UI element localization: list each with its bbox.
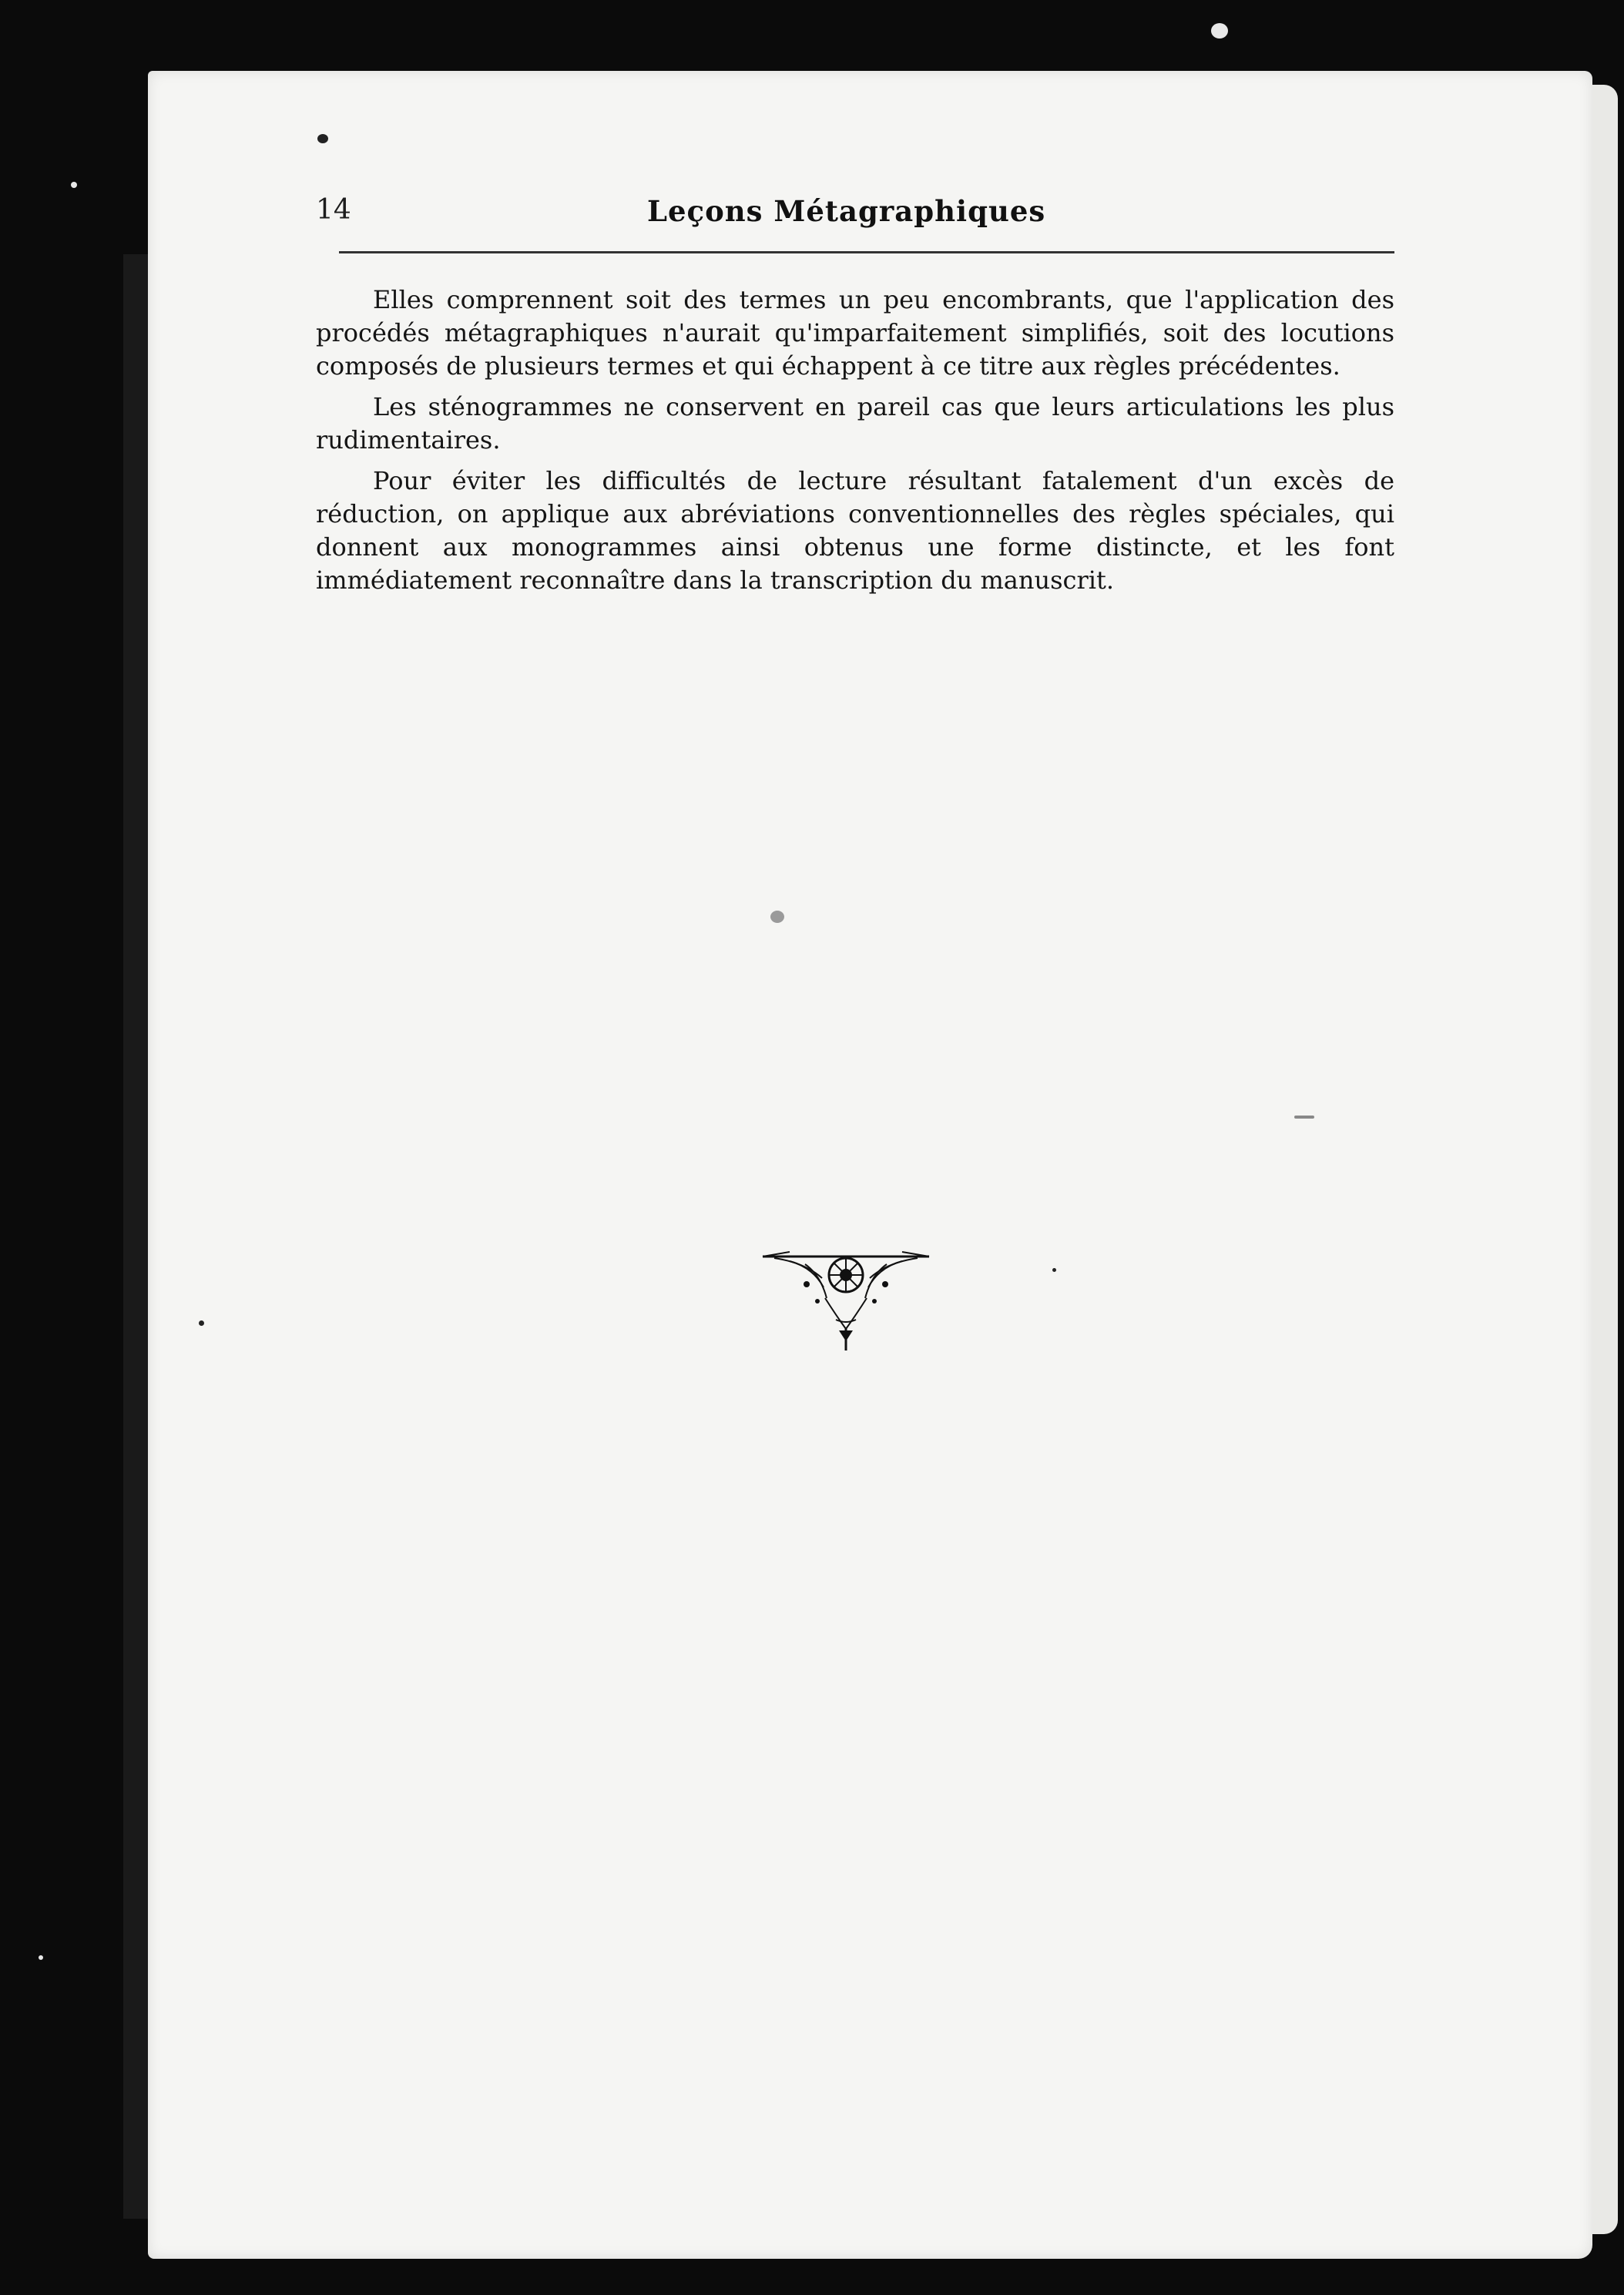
body-text [316,284,1394,605]
ink-speck [1052,1268,1056,1272]
page-header [316,194,1394,240]
running-title: Leçons Métagraphiques [647,194,1046,228]
tailpiece-ornament-icon [759,1244,933,1352]
paragraph: Elles comprennent soit des termes un peu encombrants, que l'application des procédés métagraphiques n'aurait qu'imparfaitement simplifiés, soit des locutions composés de plusieurs termes et qui échappent à ce titre aux règles précédentes. [316,285,1394,381]
paragraph: Pour éviter les difficultés de lecture résultant fatalement d'un excès de réduction, on applique aux abréviations conventionnelles des règles spéciales, qui donnent aux monogrammes ainsi obtenus une forme distincte, et les font immédiatement reconnaître dans la transcription du manuscrit. [316,466,1394,595]
ink-speck [770,911,784,923]
page-number: 14 [316,194,351,226]
header-rule [339,251,1394,253]
ink-speck [199,1320,204,1326]
scan-speck [39,1955,43,1960]
ink-speck [1294,1116,1314,1119]
paragraph: Les sténogrammes ne conservent en pareil cas que leurs articulations les plus rudimentaires. [316,392,1394,455]
scan-speck [1211,23,1228,39]
ink-speck [317,134,328,143]
scan-speck [71,182,77,188]
scan-background-left [123,254,149,2219]
